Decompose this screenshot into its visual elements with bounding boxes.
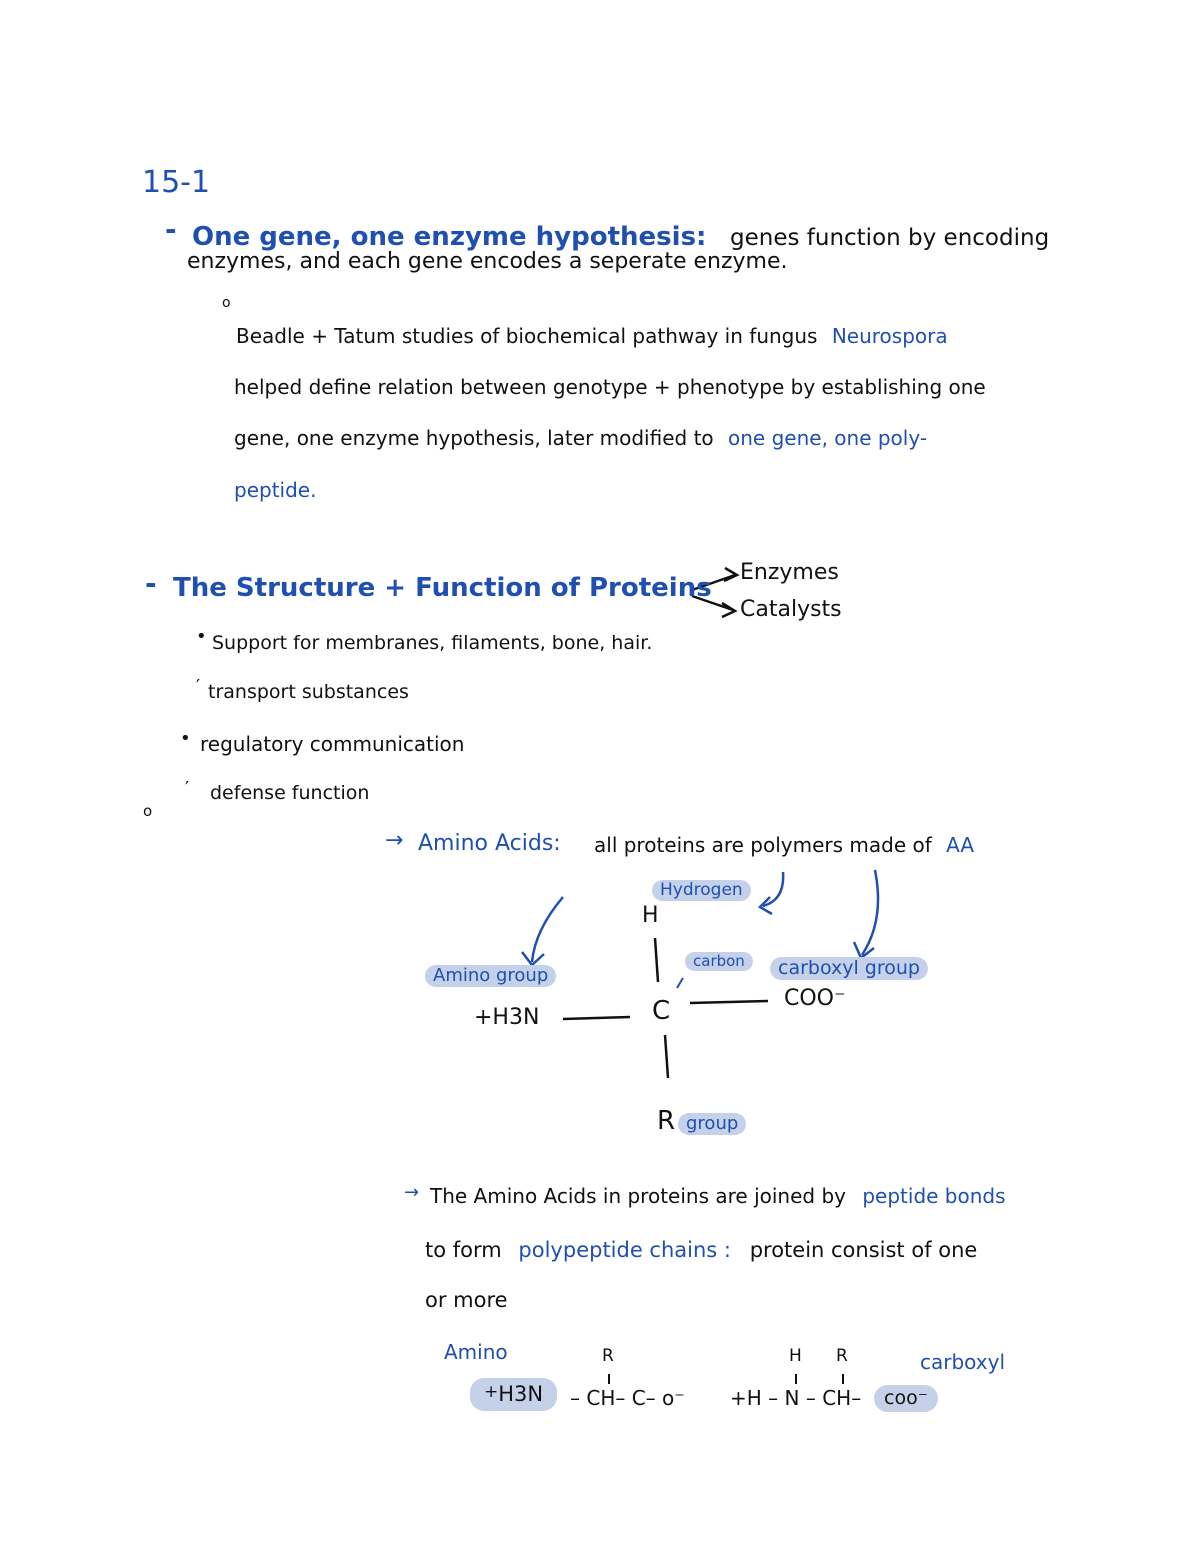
peptide-chain-part2: +H – N – CH– xyxy=(730,1386,862,1410)
carboxyl-end-label: carboxyl xyxy=(920,1350,1006,1374)
amino-acids-definition xyxy=(594,835,974,855)
carboxyl-formula: COO⁻ xyxy=(784,986,846,1011)
aa-abbreviation: AA xyxy=(946,833,975,857)
protein-function-item: transport substances xyxy=(208,681,409,703)
r-group-label: group xyxy=(678,1113,746,1135)
neurospora-term: Neurospora xyxy=(831,324,948,348)
hypothesis-definition-line1: genes function by encoding xyxy=(730,225,1050,251)
protein-function-item: defense function xyxy=(210,782,370,804)
amino-acids-def-text: all proteins are polymers made of xyxy=(594,833,932,857)
proteins-heading: The Structure + Function of Proteins xyxy=(173,573,712,603)
hydrogen-label: Hydrogen xyxy=(652,880,751,901)
section2-dash: - xyxy=(145,567,157,600)
bullet-marker: ′ xyxy=(185,778,190,799)
atom-carbon: C xyxy=(652,996,671,1026)
carbon-label: carbon xyxy=(685,952,753,971)
branch-enzymes: Enzymes xyxy=(740,560,839,585)
peptide-arrow: → xyxy=(404,1182,420,1203)
amino-end-label: Amino xyxy=(444,1340,508,1364)
peptide-line1 xyxy=(430,1186,1006,1206)
hypothesis-heading: One gene, one enzyme hypothesis: xyxy=(192,222,707,252)
amide-hydrogen: H xyxy=(789,1346,802,1366)
one-gene-one-polypeptide: one gene, one poly- xyxy=(728,426,928,450)
h3n-group: H3N xyxy=(498,1382,544,1406)
bullet-marker: • xyxy=(180,728,191,749)
amino-end-formula xyxy=(470,1378,557,1411)
carboxyl-group-label: carboxyl group xyxy=(770,957,928,980)
plus-charge: + xyxy=(484,1382,499,1402)
beadle-tatum-text3: gene, one enzyme hypothesis, later modified to xyxy=(234,426,714,450)
beadle-tatum-line1 xyxy=(236,326,948,346)
peptide-line3: or more xyxy=(425,1288,508,1312)
paragraph-bullet: o xyxy=(222,295,231,311)
side-chain-r2: R xyxy=(836,1346,848,1366)
polypeptide-chains-term: polypeptide chains : xyxy=(518,1238,731,1262)
hypothesis-definition-line2: enzymes, and each gene encodes a seperate enzyme. xyxy=(187,249,788,274)
protein-consist-text: protein consist of one xyxy=(749,1238,978,1262)
side-chain-r1: R xyxy=(602,1346,614,1366)
margin-circle: o xyxy=(143,802,153,820)
protein-function-item: regulatory communication xyxy=(200,732,465,756)
peptide-line1-text: The Amino Acids in proteins are joined by xyxy=(430,1184,846,1208)
atom-hydrogen: H xyxy=(642,903,659,928)
to-form-text: to form xyxy=(425,1238,502,1262)
carboxyl-end-formula: coo⁻ xyxy=(874,1385,938,1412)
amino-group-label: Amino group xyxy=(425,965,556,987)
amino-formula: +H3N xyxy=(474,1005,540,1030)
peptide-term: peptide. xyxy=(234,478,317,502)
amino-acids-title: Amino Acids: xyxy=(418,831,561,856)
atom-r: R xyxy=(657,1106,676,1136)
branch-catalysts: Catalysts xyxy=(740,597,842,622)
bullet-marker: ′ xyxy=(196,676,201,697)
beadle-tatum-text: Beadle + Tatum studies of biochemical pathway in fungus xyxy=(236,324,818,348)
heading-dash: - xyxy=(165,213,177,246)
protein-function-item: Support for membranes, filaments, bone, hair. xyxy=(212,632,653,654)
bullet-marker: • xyxy=(196,626,207,647)
peptide-chain-part1: – CH– C– o⁻ xyxy=(570,1386,685,1410)
beadle-tatum-line3 xyxy=(234,428,927,448)
section-number: 15-1 xyxy=(142,165,211,200)
peptide-line2 xyxy=(425,1240,977,1261)
beadle-tatum-line2: helped define relation between genotype + phenotype by establishing one xyxy=(234,375,986,399)
amino-arrow: → xyxy=(385,828,404,853)
peptide-bonds-term: peptide bonds xyxy=(862,1184,1006,1208)
